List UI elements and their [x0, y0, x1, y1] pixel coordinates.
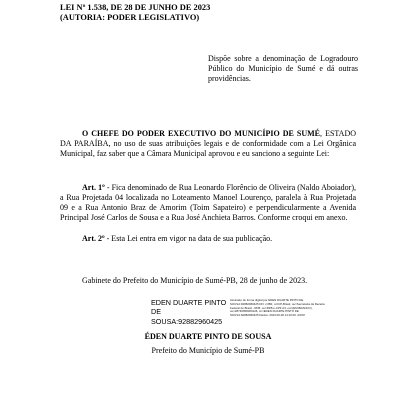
- place-date: Gabinete do Prefeito do Município de Sumé-PB, 28 de junho de 2023.: [82, 276, 308, 285]
- article-2-label: Art. 2º: [82, 234, 105, 243]
- article-2-text: - Esta Lei entra em vigor na data de sua publicação.: [104, 234, 273, 243]
- signer-title: Prefeito do Município de Sumé-PB: [151, 346, 265, 355]
- law-summary: Dispõe sobre a denominação de Logradouro Público do Município de Sumé e dá outras providências.: [208, 54, 358, 83]
- article-1-text: - Fica denominado de Rua Leonardo Florêncio de Oliveira (Naldo Aboiador), a Rua Projetada 04 localizada no Loteamento Manoel Lourenço, paralela à Rua Projetada 09 e a Rua Antonio Braz de Amorim (Toim Sapateiro) e perpendicularmente a Avenida Principal José Carlos de Sousa e a Rua José Anchieta Barros. Conforme croqui em anexo.: [60, 183, 356, 222]
- signer-name: ÉDEN DUARTE PINTO DE SOUSA: [144, 332, 272, 341]
- law-authorship: (AUTORIA: PODER LEGISLATIVO): [60, 13, 200, 22]
- article-1: [60, 183, 356, 223]
- law-title: LEI Nº 1.538, DE 28 DE JUNHO DE 2023: [60, 3, 211, 12]
- preamble-authority: O CHEFE DO PODER EXECUTIVO DO MUNICÍPIO DE SUMÉ: [82, 129, 321, 138]
- article-2: [60, 234, 356, 244]
- preamble-paragraph: [60, 129, 356, 159]
- digital-signature-name: EDEN DUARTE PINTO DE SOUSA:92882960425: [151, 298, 227, 326]
- preamble-text: , ESTADO DA PARAÍBA, no uso de suas atribuições legais e de conformidade com a Lei Orgânica Municipal, faz saber que a Câmara Municipal aprovou e eu sanciono a seguinte Lei:: [60, 129, 356, 158]
- digital-signature-certificate: Assinado de forma digital por EDEN DUARTE PINTO DE SOUSA:92882960425 DN: c=BR, o=ICP-Brasil, ou=Secretaria da Receita Federal do Brasil - RFB, ou=RFB e-CPF A3, ou=(EM BRANCO), ou=28746658000126, cn=EDEN DUARTE PINTO DE SOUSA:92882960425 Dados: 2023.06.28 14:10:00 -03'00': [230, 298, 325, 318]
- article-1-label: Art. 1º: [82, 183, 105, 192]
- law-header: [60, 3, 210, 23]
